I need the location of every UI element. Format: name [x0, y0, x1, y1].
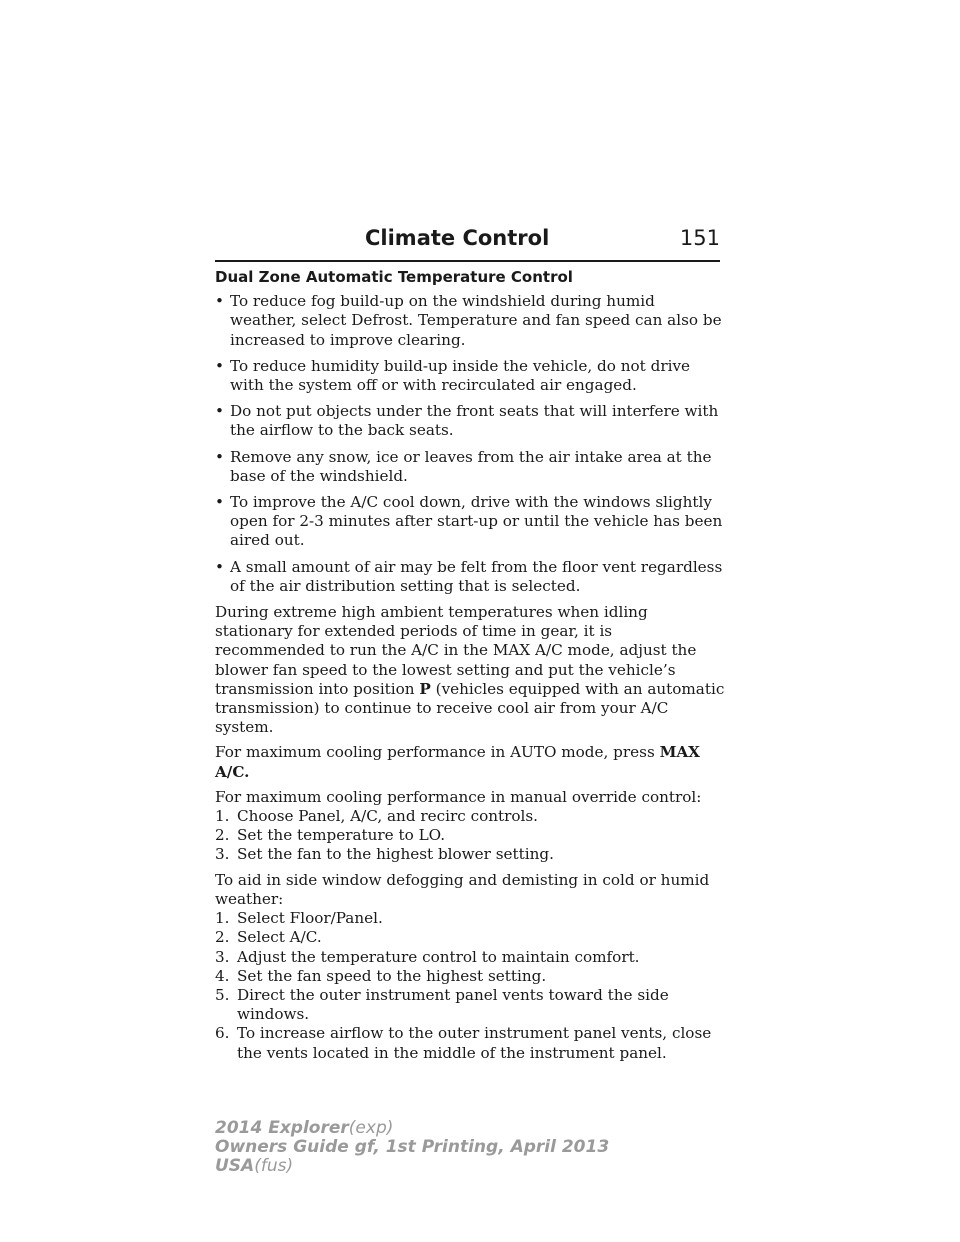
- section-title: Climate Control: [365, 226, 550, 250]
- list-item: 3. Set the fan to the highest blower setting.: [215, 845, 554, 864]
- tips-list: [215, 292, 725, 596]
- list-item: • Do not put objects under the front seats that will interfere with the airflow to the back seats.: [215, 402, 719, 440]
- steps-intro: For maximum cooling performance in manual override control:: [215, 787, 702, 806]
- list-item: • A small amount of air may be felt from the floor vent regardless of the air distribution setting that is selected.: [215, 557, 723, 595]
- steps-intro: To aid in side window defogging and demisting in cold or humid weather:: [215, 870, 710, 908]
- footer-market-line: USA(fus): [215, 1156, 294, 1176]
- bullet-icon: •: [215, 493, 224, 512]
- list-item: 2. Set the temperature to LO.: [215, 826, 446, 845]
- list-item: 5. Direct the outer instrument panel vents toward the side windows.: [215, 985, 669, 1024]
- list-item: 2. Select A/C.: [215, 928, 322, 947]
- park-position-label: P: [419, 679, 431, 698]
- list-item: 4. Set the fan speed to the highest setting.: [215, 966, 547, 985]
- footer-model-line: 2014 Explorer(exp): [215, 1118, 394, 1138]
- manual-override-steps: [215, 788, 725, 865]
- list-item: • To reduce fog build-up on the windshield during humid weather, select Defrost. Temperature and fan speed can also be increased to improve clearing.: [215, 292, 722, 349]
- list-item: 1. Select Floor/Panel.: [215, 909, 383, 928]
- list-item: 3. Adjust the temperature control to maintain comfort.: [215, 947, 640, 966]
- page-number: 151: [679, 226, 720, 250]
- bullet-icon: •: [215, 356, 224, 375]
- list-item: • To reduce humidity build-up inside the vehicle, do not drive with the system off or with recirculated air engaged.: [215, 356, 691, 395]
- subsection-heading: Dual Zone Automatic Temperature Control: [215, 268, 573, 286]
- list-item: 1. Choose Panel, A/C, and recirc controls.: [215, 807, 538, 826]
- defog-steps: [215, 871, 725, 1063]
- max-ac-label: MAX A/C.: [215, 743, 700, 781]
- auto-mode-paragraph: For maximum cooling performance in AUTO mode, press MAX A/C.: [215, 743, 700, 781]
- list-item: • Remove any snow, ice or leaves from the air intake area at the base of the windshield.: [215, 447, 712, 485]
- page-body: [215, 268, 725, 1069]
- extreme-temperature-paragraph: During extreme high ambient temperatures when idling stationary for extended periods of time in gear, it is recommended to run the A/C in the MAX A/C mode, adjust the blower fan speed to the lowest setting and put the vehicle’s transmission into position P (vehicles equipped with an automatic transmission) to continue to receive cool air from your A/C system.: [215, 603, 725, 737]
- bullet-icon: •: [215, 447, 224, 466]
- bullet-icon: •: [215, 402, 224, 421]
- page-header: [215, 226, 720, 262]
- footer-edition-line: Owners Guide gf, 1st Printing, April 2013: [215, 1137, 610, 1157]
- page-footer: [215, 1119, 609, 1176]
- list-item: • To improve the A/C cool down, drive with the windows slightly open for 2-3 minutes after start-up or until the vehicle has been aired out.: [215, 493, 723, 550]
- list-item: 6. To increase airflow to the outer instrument panel vents, close the vents located in the middle of the instrument panel.: [215, 1024, 712, 1062]
- bullet-icon: •: [215, 557, 224, 576]
- bullet-icon: •: [215, 292, 224, 311]
